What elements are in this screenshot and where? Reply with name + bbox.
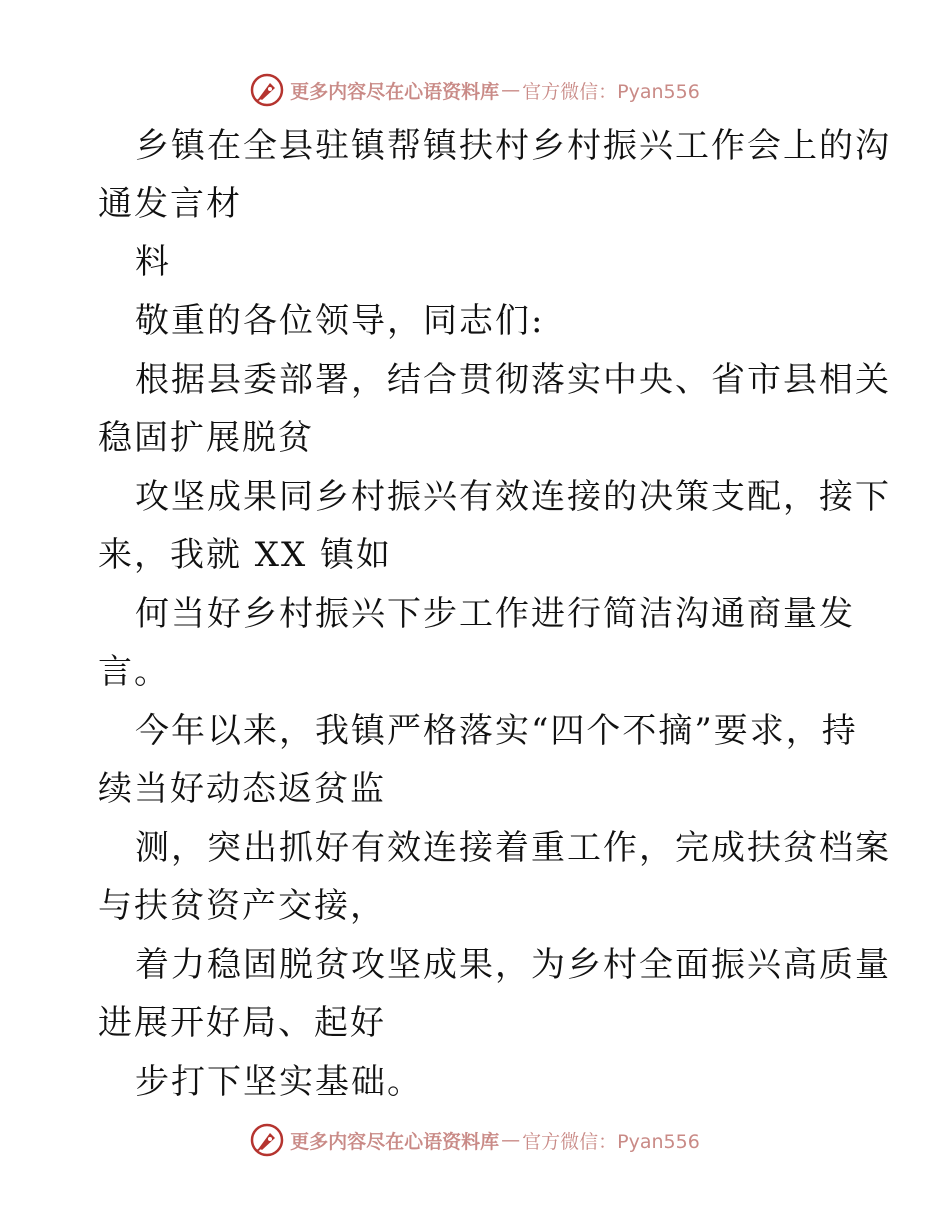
banner-tagline: 更多内容尽在心语资料库 [290, 80, 500, 103]
banner-separator: — [501, 79, 521, 101]
doc-line: 进展开好局、起好 [98, 1003, 386, 1043]
doc-line: 根据县委部署，结合贯彻落实中央、省市县相关 [135, 360, 891, 400]
doc-line: 今年以来，我镇严格落实“四个不摘”要求，持 [135, 711, 858, 751]
doc-line: 言。 [98, 652, 170, 692]
banner-wechat-id: 官方微信：Pyan556 [522, 80, 700, 103]
header-watermark-banner [0, 70, 950, 110]
footer-watermark-banner [0, 1120, 950, 1160]
doc-line: 乡镇在全县驻镇帮镇扶村乡村振兴工作会上的沟 [135, 126, 891, 166]
doc-line: 来，我就 XX 镇如 [98, 535, 393, 575]
doc-line: 敬重的各位领导，同志们: [135, 301, 545, 341]
doc-line: 着力稳固脱贫攻坚成果，为乡村全面振兴高质量 [135, 945, 891, 985]
doc-line: 料 [135, 242, 171, 282]
doc-line: 续当好动态返贫监 [98, 769, 386, 809]
doc-line: 与扶贫资产交接， [98, 886, 386, 926]
doc-line: 攻坚成果同乡村振兴有效连接的决策支配，接下 [135, 477, 891, 517]
banner-wechat-id: 官方微信：Pyan556 [522, 1130, 700, 1153]
doc-line: 测，突出抓好有效连接着重工作，完成扶贫档案 [135, 828, 891, 868]
doc-line: 何当好乡村振兴下步工作进行简洁沟通商量发 [135, 594, 855, 634]
doc-line: 步打下坚实基础。 [135, 1062, 423, 1102]
doc-line: 通发言材 [98, 184, 242, 224]
banner-separator: — [501, 1129, 521, 1151]
pen-nib-logo-icon [250, 1123, 284, 1157]
pen-nib-logo-icon [250, 73, 284, 107]
doc-line: 稳固扩展脱贫 [98, 418, 314, 458]
banner-tagline: 更多内容尽在心语资料库 [290, 1130, 500, 1153]
